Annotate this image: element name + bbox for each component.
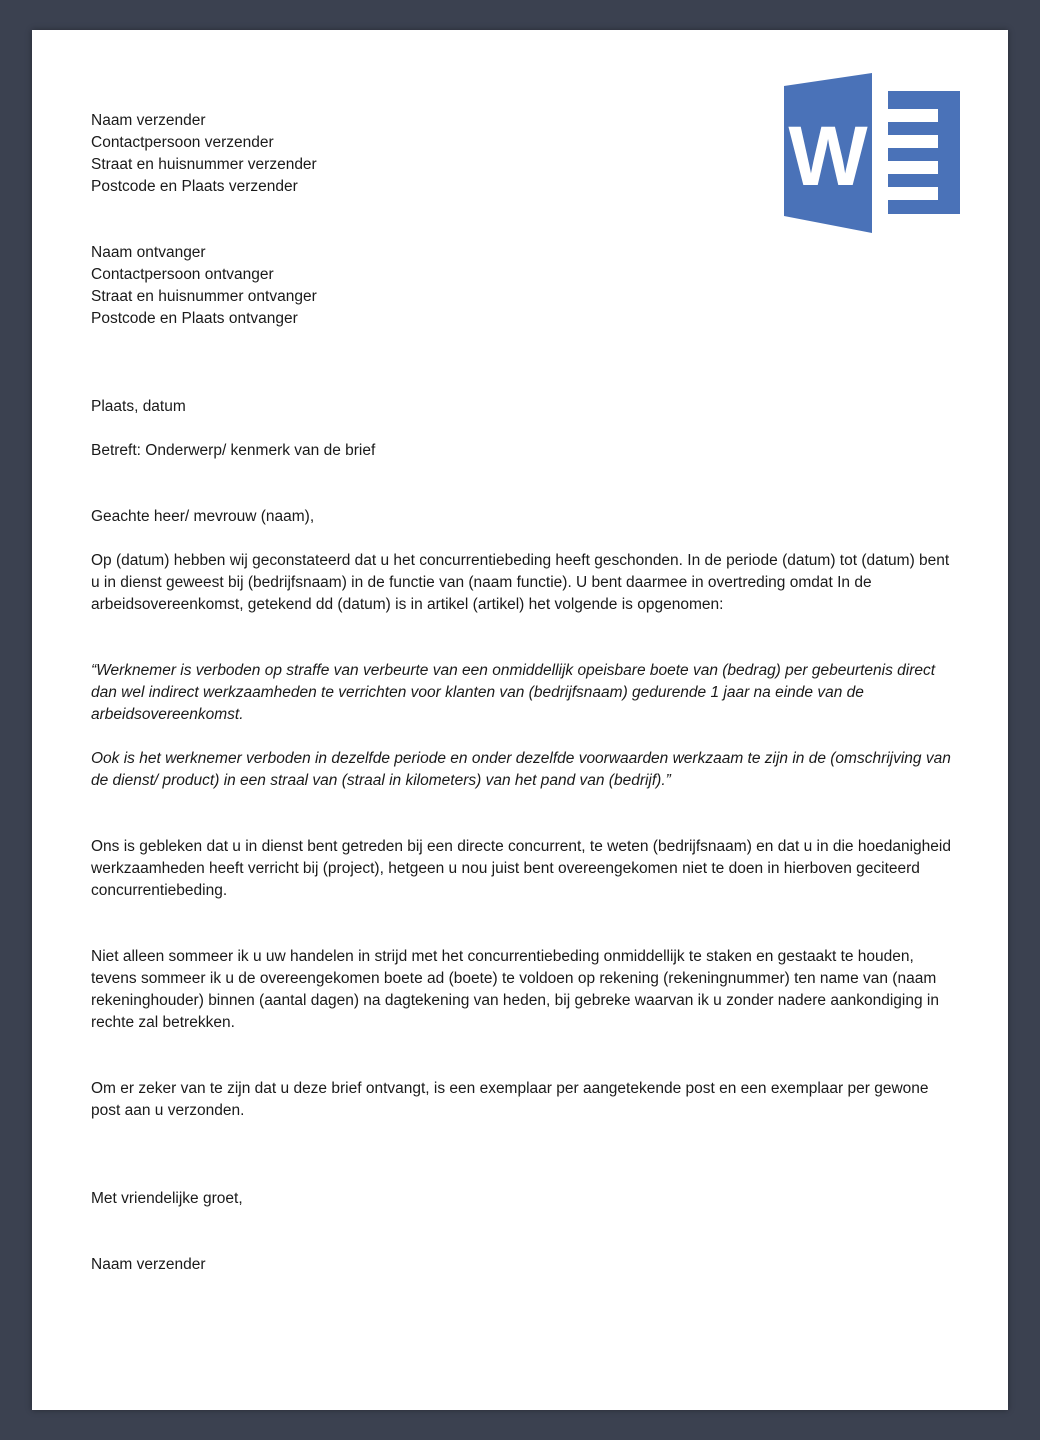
place-date: Plaats, datum: [91, 398, 186, 415]
letter-page: [32, 30, 1008, 1410]
sender-street: Straat en huisnummer verzender: [91, 156, 317, 173]
sender-contact: Contactpersoon verzender: [91, 134, 274, 151]
paragraph-demand: Niet alleen sommeer ik u uw handelen in strijd met het concurrentiebeding onmiddellijk te staken en gestaakt te houden, tevens sommeer ik u de overeengekomen boete ad (boete) te voldoen op rekening (rekeningnummer) ten name van (naam rekeninghouder) binnen (aantal dagen) na dagtekening van heden, bij gebreke waarvan ik u zonder nadere aankondiging in rechte zal betrekken.: [91, 948, 939, 1031]
subject-line: Betreft: Onderwerp/ kenmerk van de brief: [91, 442, 376, 459]
sender-postcode-city: Postcode en Plaats verzender: [91, 178, 298, 195]
recipient-street: Straat en huisnummer ontvanger: [91, 288, 317, 305]
microsoft-word-icon: [784, 73, 962, 233]
paragraph-intro: Op (datum) hebben wij geconstateerd dat u het concurrentiebeding heeft geschonden. In de periode (datum) tot (datum) bent u in dienst geweest bij (bedrijfsnaam) in de functie van (naam functie). U bent daarmee in overtreding omdat In de arbeidsovereenkomst, getekend dd (datum) is in artikel (artikel) het volgende is opgenomen:: [91, 552, 950, 613]
paragraph-finding: Ons is gebleken dat u in dienst bent getreden bij een directe concurrent, te weten (bedrijfsnaam) en dat u in die hoedanigheid werkzaamheden heeft verricht bij (project), hetgeen u nou juist bent overeengekomen niet te doen in hierboven geciteerd concurrentiebeding.: [91, 838, 951, 899]
recipient-postcode-city: Postcode en Plaats ontvanger: [91, 310, 298, 327]
salutation: Geachte heer/ mevrouw (naam),: [91, 508, 315, 525]
sender-name: Naam verzender: [91, 112, 206, 129]
recipient-name: Naam ontvanger: [91, 244, 206, 261]
paragraph-quote-2: Ook is het werknemer verboden in dezelfde periode en onder dezelfde voorwaarden werkzaam te zijn in de (omschrijving van de dienst/ product) in een straal van (straal in kilometers) van het pand van (bedrijf).”: [91, 750, 951, 789]
recipient-contact: Contactpersoon ontvanger: [91, 266, 274, 283]
paragraph-quote-1: “Werknemer is verboden op straffe van verbeurte van een onmiddellijk opeisbare boete van (bedrag) per gebeurtenis direct dan wel indirect werkzaamheden te verrichten voor klanten van (bedrijfsnaam) gedurende 1 jaar na einde van de arbeidsovereenkomst.: [91, 662, 936, 723]
closing: Met vriendelijke groet,: [91, 1190, 243, 1207]
paragraph-delivery: Om er zeker van te zijn dat u deze brief ontvangt, is een exemplaar per aangetekende post en een exemplaar per gewone post aan u verzonden.: [91, 1080, 929, 1119]
signature: Naam verzender: [91, 1256, 206, 1273]
logo-letter: W: [788, 109, 868, 203]
